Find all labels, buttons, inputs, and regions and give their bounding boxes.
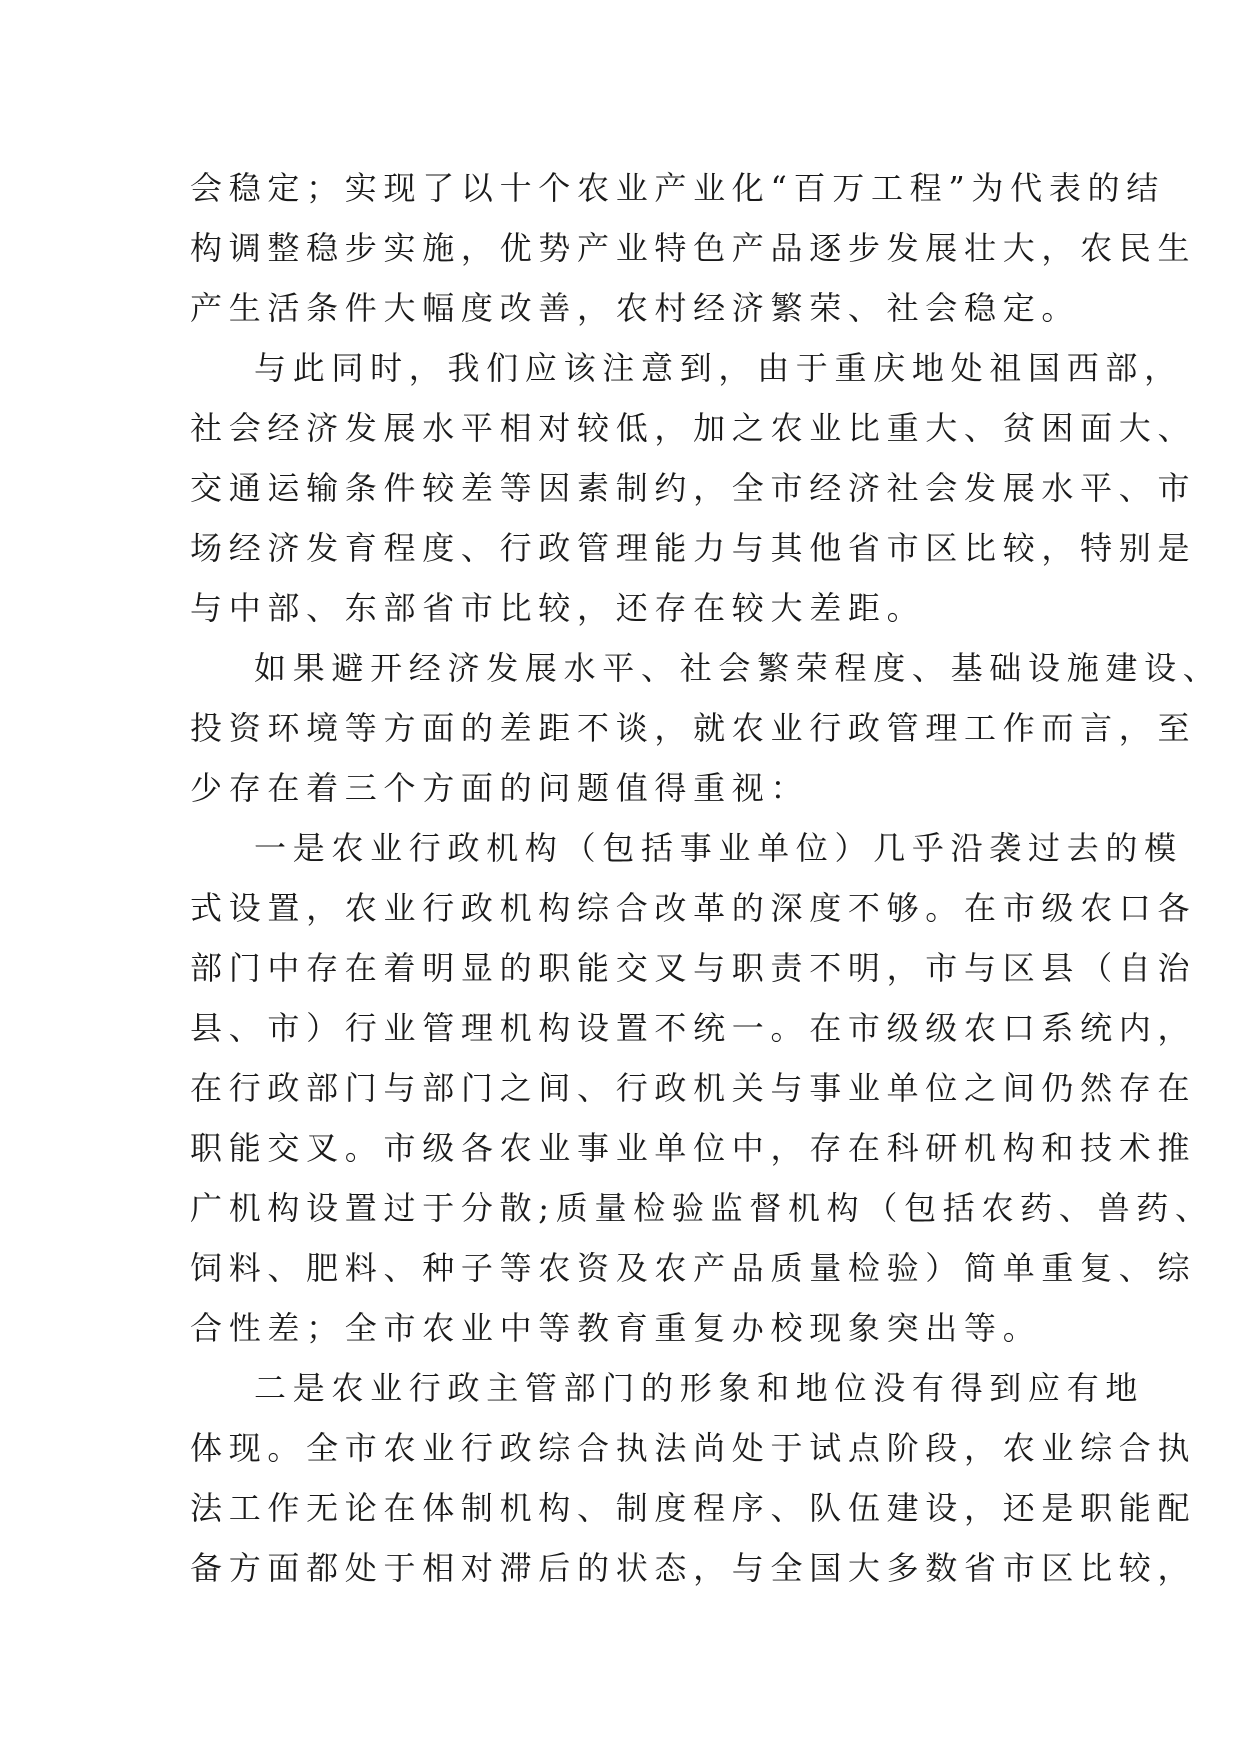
text-line: 法工作无论在体制机构、制度程序、队伍建设，还是职能配 — [190, 1489, 1197, 1527]
text-line: 构调整稳步实施，优势产业特色产品逐步发展壮大，农民生 — [190, 229, 1197, 267]
text-line: 一是农业行政机构（包括事业单位）几乎沿袭过去的模 — [254, 829, 1183, 867]
text-line: 少存在着三个方面的问题值得重视： — [190, 769, 810, 807]
text-line: 职能交叉。市级各农业事业单位中，存在科研机构和技术推 — [190, 1129, 1197, 1167]
text-line: 部门中存在着明显的职能交叉与职责不明，市与区县（自治 — [190, 949, 1197, 987]
text-line: 饲料、肥料、种子等农资及农产品质量检验）简单重复、综 — [190, 1249, 1197, 1287]
text-line: 交通运输条件较差等因素制约，全市经济社会发展水平、市 — [190, 469, 1197, 507]
text-line: 广机构设置过于分散;质量检验监督机构（包括农药、兽药、 — [190, 1189, 1214, 1227]
text-line: 与此同时，我们应该注意到，由于重庆地处祖国西部， — [254, 349, 1183, 387]
text-line: 会稳定；实现了以十个农业产业化“百万工程”为代表的结 — [190, 169, 1165, 207]
text-line: 合性差；全市农业中等教育重复办校现象突出等。 — [190, 1309, 1042, 1347]
text-line: 体现。全市农业行政综合执法尚处于试点阶段，农业综合执 — [190, 1429, 1197, 1467]
text-line: 二是农业行政主管部门的形象和地位没有得到应有地 — [254, 1369, 1145, 1407]
text-line: 县、市）行业管理机构设置不统一。在市级级农口系统内， — [190, 1009, 1197, 1047]
text-line: 如果避开经济发展水平、社会繁荣程度、基础设施建设、 — [254, 649, 1222, 687]
text-line: 在行政部门与部门之间、行政机关与事业单位之间仍然存在 — [190, 1069, 1197, 1107]
document-body — [190, 158, 1222, 1598]
text-line: 社会经济发展水平相对较低，加之农业比重大、贫困面大、 — [190, 409, 1197, 447]
text-line: 场经济发育程度、行政管理能力与其他省市区比较，特别是 — [190, 529, 1197, 567]
text-line: 式设置，农业行政机构综合改革的深度不够。在市级农口各 — [190, 889, 1197, 927]
text-line: 投资环境等方面的差距不谈，就农业行政管理工作而言，至 — [190, 709, 1197, 747]
text-line: 与中部、东部省市比较，还存在较大差距。 — [190, 589, 926, 627]
text-line: 备方面都处于相对滞后的状态，与全国大多数省市区比较， — [190, 1549, 1197, 1587]
text-line: 产生活条件大幅度改善，农村经济繁荣、社会稳定。 — [190, 289, 1081, 327]
